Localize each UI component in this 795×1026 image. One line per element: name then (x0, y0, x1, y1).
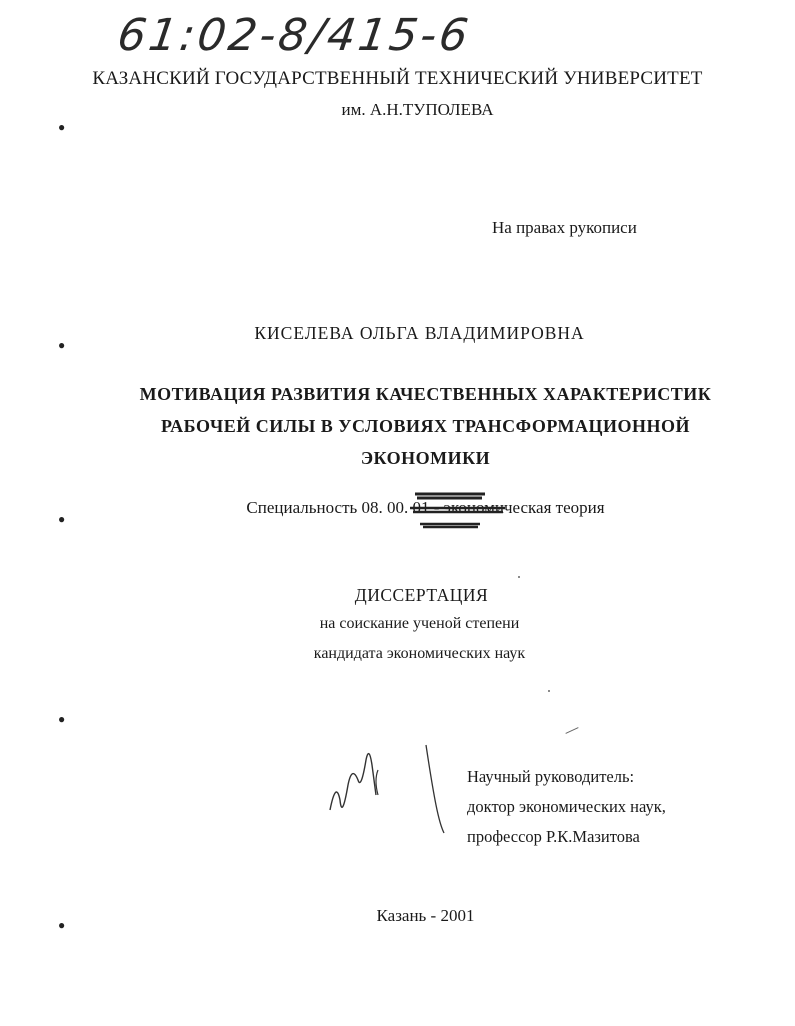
binding-hole-mark: ● (58, 712, 66, 726)
scan-speck (518, 576, 520, 578)
degree-line-2: кандидата экономических наук (313, 645, 526, 662)
document-type: ДИССЕРТАЦИЯ (354, 585, 489, 605)
title-line: РАБОЧЕЙ СИЛЫ В УСЛОВИЯХ ТРАНСФОРМАЦИОННОЙ (160, 416, 691, 436)
binding-hole-mark: ● (58, 120, 66, 134)
supervisor-degree: доктор экономических наук, (467, 797, 666, 816)
ink-stamp-overlay (405, 486, 525, 536)
scan-speck (548, 690, 550, 692)
binding-hole-mark: ● (58, 918, 66, 932)
scan-speck (565, 727, 578, 734)
degree-line-1: на соискание ученой степени (319, 615, 520, 632)
dissertation-title (28, 378, 795, 474)
supervisor-label: Научный руководитель: (467, 767, 635, 786)
rights-notice: На правах рукописи (492, 218, 637, 237)
university-subtitle: им. А.Н.ТУПОЛЕВА (341, 100, 494, 119)
supervisor-name: профессор Р.К.Мазитова (467, 827, 640, 846)
city-year: Казань - 2001 (376, 906, 475, 925)
title-line: ЭКОНОМИКИ (360, 448, 491, 468)
binding-hole-mark: ● (58, 338, 66, 352)
handwritten-signature (318, 740, 458, 840)
binding-hole-mark: ● (58, 512, 66, 526)
author-name: КИСЕЛЕВА ОЛЬГА ВЛАДИМИРОВНА (254, 323, 585, 343)
title-line: МОТИВАЦИЯ РАЗВИТИЯ КАЧЕСТВЕННЫХ ХАРАКТЕРИСТИК (139, 384, 712, 404)
handwritten-archive-number: 61:02-8/415-6 (114, 10, 474, 61)
specialty-line: Специальность 08. 00. 01 - экономическая теория (246, 498, 605, 517)
university-name: КАЗАНСКИЙ ГОСУДАРСТВЕННЫЙ ТЕХНИЧЕСКИЙ УНИВЕРСИТЕТ (92, 68, 703, 89)
supervisor-block (467, 762, 666, 852)
